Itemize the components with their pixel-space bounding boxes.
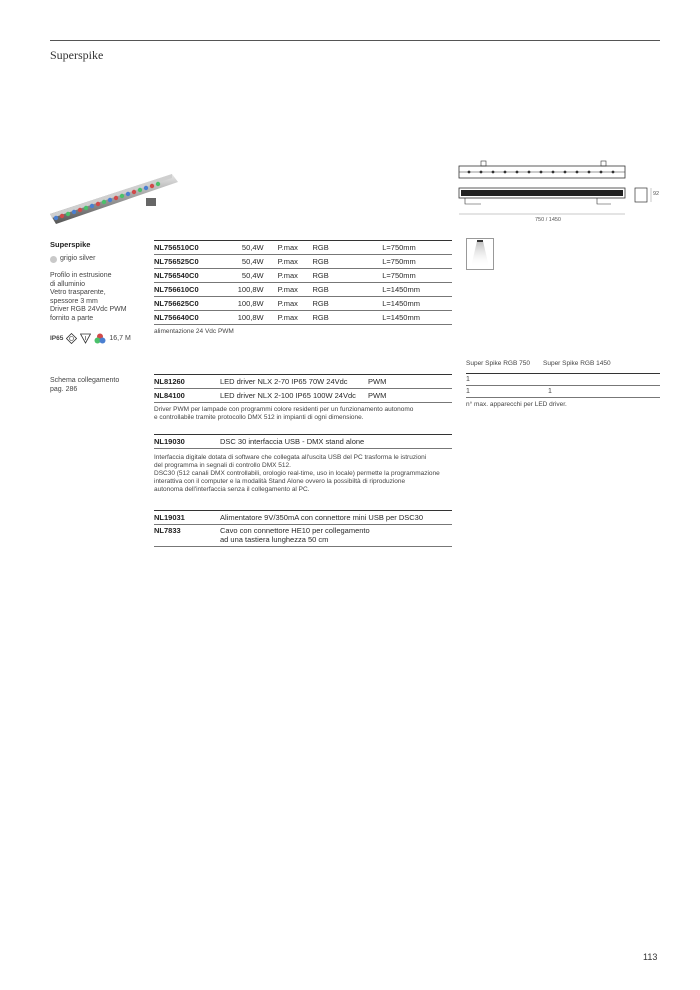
length-cell: L=750mm — [382, 271, 416, 280]
driver-description: LED driver NLX 2-100 IP65 100W 24Vdc — [220, 391, 356, 400]
description-line: di alluminio — [50, 280, 86, 288]
page-title: Superspike — [50, 48, 104, 62]
description-line: spessore 3 mm — [50, 297, 98, 305]
compat-cell: 1 — [548, 388, 552, 395]
drivers-note — [154, 406, 452, 422]
compat-cell: 1 — [466, 388, 470, 395]
technical-drawing — [457, 158, 662, 228]
triangle-f-mark-icon — [80, 333, 91, 344]
accessories-table — [154, 510, 452, 547]
compat-cell: 1 — [466, 376, 470, 383]
note-line: del programma in segnali di controllo DMX 512. — [154, 462, 291, 469]
finish-color-swatch — [50, 256, 57, 263]
accessory-code: NL19031 — [154, 513, 185, 522]
pmax-cell: P.max — [277, 285, 298, 294]
pmax-cell: P.max — [277, 299, 298, 308]
table-row — [154, 297, 452, 311]
drivers-table — [154, 374, 452, 422]
table-row — [466, 373, 660, 386]
certification-badges — [50, 333, 134, 344]
ip-rating: IP65 — [50, 335, 64, 342]
accessory-description — [220, 526, 370, 544]
description-line: fornito a parte — [50, 314, 94, 322]
driver-description: LED driver NLX 2-70 IP65 70W 24Vdc — [220, 377, 348, 386]
driver-code: NL84100 — [154, 391, 185, 400]
rgb-colors-icon — [94, 333, 106, 344]
length-cell: L=750mm — [382, 243, 416, 252]
product-name: Superspike — [50, 240, 91, 249]
power-cell: 50,4W — [241, 257, 264, 266]
table-row — [154, 434, 452, 449]
power-cell: 100,8W — [237, 285, 264, 294]
table-row — [154, 374, 452, 389]
compat-header — [466, 360, 660, 373]
table-row — [154, 283, 452, 297]
table-row — [154, 510, 452, 525]
power-cell: 50,4W — [241, 271, 264, 280]
color-cell: RGB — [312, 257, 329, 266]
schema-line: pag. 286 — [50, 385, 78, 393]
schema-line: Schema collegamento — [50, 377, 120, 384]
product-code: NL756540C0 — [154, 271, 199, 280]
table-row — [154, 389, 452, 403]
note-line: e controllabile tramite protocollo DMX 512 in impianti di ogni dimensione. — [154, 414, 364, 421]
accessory-code: NL7833 — [154, 526, 181, 535]
interface-code: NL19030 — [154, 437, 185, 446]
note-line: DSC30 (512 canali DMX controllabili, orologio real-time, uso in locale) permette la programmazione — [154, 470, 440, 477]
length-cell: L=1450mm — [382, 285, 420, 294]
table-row — [466, 386, 660, 398]
note-line: interattiva con il computer e la modalità Stand Alone ovvero la possibiltà di riproduzione — [154, 478, 406, 485]
light-beam-icon — [467, 239, 493, 269]
page-number: 113 — [643, 952, 658, 962]
pmax-cell: P.max — [277, 313, 298, 322]
wiring-diagram-reference — [50, 377, 145, 394]
product-code: NL756610C0 — [154, 285, 199, 294]
table-row — [154, 240, 452, 255]
description-line: Profilo in estrusione — [50, 272, 112, 279]
description-line: ad una tastiera lunghezza 50 cm — [220, 535, 329, 544]
product-photo — [50, 174, 178, 230]
power-cell: 100,8W — [237, 313, 264, 322]
pmax-cell: P.max — [277, 243, 298, 252]
driver-code: NL81260 — [154, 377, 185, 386]
note-line: Driver PWM per lampade con programmi colore residenti per un funzionamento autonomo — [154, 406, 414, 413]
power-cell: 100,8W — [237, 299, 264, 308]
drawing-dimension-label: 750 / 1450 — [535, 217, 561, 223]
driver-type: PWM — [368, 391, 387, 400]
compat-header-1450: Super Spike RGB 1450 — [543, 360, 611, 367]
note-line: autonoma dell'interfaccia senza il collegamento al PC. — [154, 486, 310, 493]
product-code: NL756510C0 — [154, 243, 199, 252]
table-row — [154, 255, 452, 269]
top-rule — [50, 40, 660, 41]
color-cell: RGB — [312, 271, 329, 280]
description-line: Driver RGB 24Vdc PWM — [50, 306, 127, 314]
beam-angle-icon — [466, 238, 494, 270]
interface-description: DSC 30 interfaccia USB - DMX stand alone — [220, 437, 365, 446]
product-code: NL756625C0 — [154, 299, 199, 308]
color-cell: RGB — [312, 299, 329, 308]
length-cell: L=1450mm — [382, 299, 420, 308]
product-code: NL756525C0 — [154, 257, 199, 266]
pmax-cell: P.max — [277, 257, 298, 266]
drawing-height-label: 92 — [653, 191, 660, 197]
color-cell: RGB — [312, 285, 329, 294]
interface-table — [154, 434, 452, 494]
compat-header-750: Super Spike RGB 750 — [466, 360, 530, 367]
table-row — [154, 525, 452, 547]
driver-compatibility-table — [466, 360, 660, 408]
driver-type: PWM — [368, 377, 387, 386]
colors-count-label: 16,7 M — [109, 335, 131, 342]
finish-label: grigio silver — [60, 255, 96, 262]
table-row — [154, 269, 452, 283]
interface-note — [154, 454, 452, 494]
product-codes-table — [154, 240, 452, 336]
product-code: NL756640C0 — [154, 313, 199, 322]
description-line: Vetro trasparente, — [50, 289, 106, 297]
accessory-description: Alimentatore 9V/350mA con connettore mini USB per DSC30 — [220, 513, 424, 522]
table-row — [154, 311, 452, 325]
length-cell: L=750mm — [382, 257, 416, 266]
power-cell: 50,4W — [241, 243, 264, 252]
safety-mark-icon — [66, 333, 77, 344]
product-description — [50, 272, 145, 324]
note-line: Interfaccia digitale dotata di software che collegata all'uscita USB del PC trasforma le istruzioni — [154, 454, 427, 461]
color-cell: RGB — [312, 243, 329, 252]
finish-row — [50, 255, 95, 264]
pmax-cell: P.max — [277, 271, 298, 280]
compat-note: n° max. apparecchi per LED driver. — [466, 401, 567, 408]
length-cell: L=1450mm — [382, 313, 420, 322]
description-line: Cavo con connettore HE10 per collegamento — [220, 526, 370, 535]
power-supply-note: alimentazione 24 Vdc PWM — [154, 328, 234, 335]
color-cell: RGB — [312, 313, 329, 322]
